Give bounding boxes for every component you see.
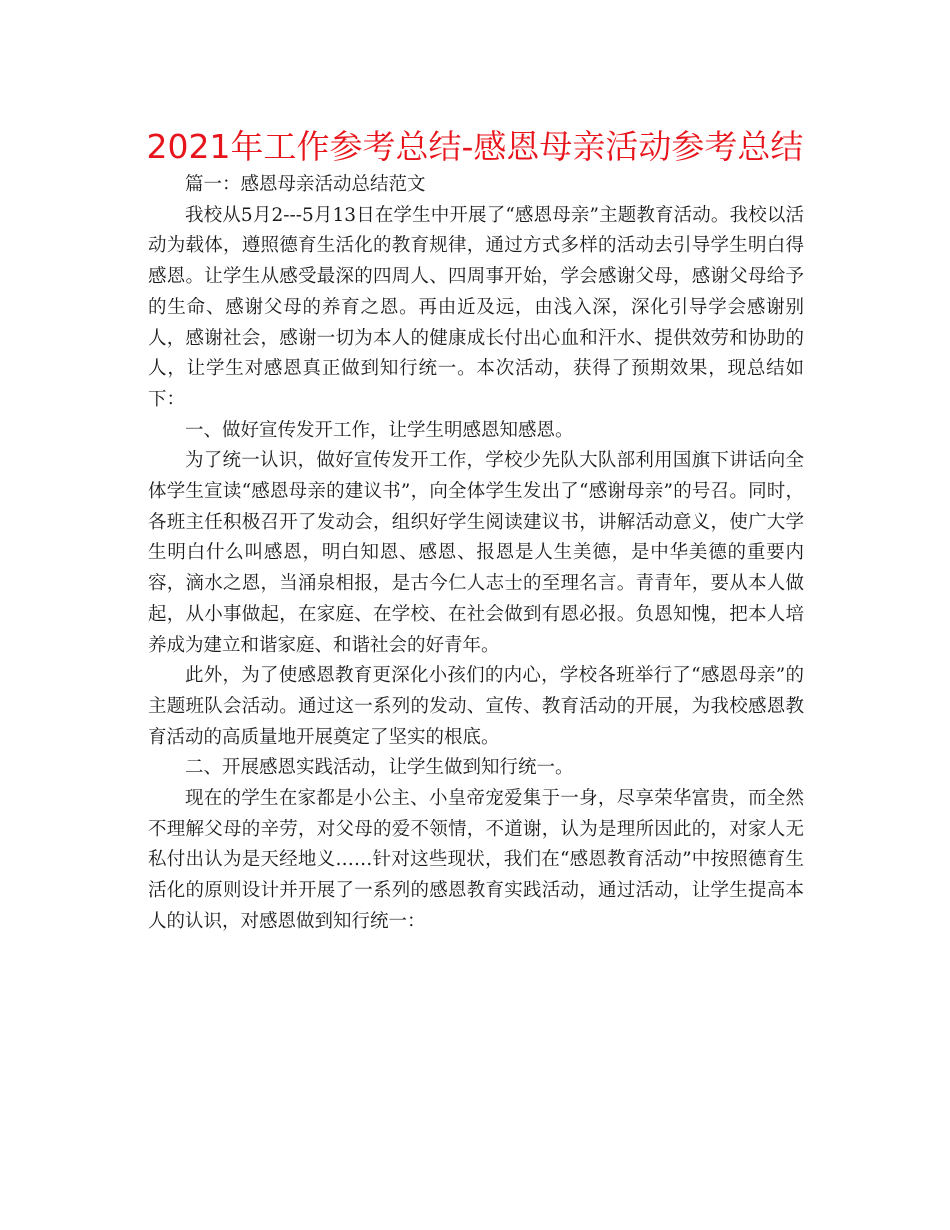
paragraph-class-activities: 此外，为了使感恩教育更深化小孩们的内心，学校各班举行了“感恩母亲”的主题班队会活动。通过这一系列的发动、宣传、教育活动的开展，为我校感恩教育活动的高质量地开展奠定了坚实的根底。 bbox=[148, 665, 804, 748]
paragraph-practice: 现在的学生在家都是小公主、小皇帝宠爱集于一身，尽享荣华富贵，而全然不理解父母的辛劳，对父母的爱不领情，不道谢，认为是理所因此的，对家人无私付出认为是天经地义……针对这些现状，我们在“感恩教育活动”中按照德育生活化的原则设计并开展了一系列的感恩教育实践活动，通过活动，让学生提高本人的认识，对感恩做到知行统一： bbox=[148, 788, 804, 932]
section-heading-part1: 篇一：感恩母亲活动总结范文 bbox=[185, 174, 426, 195]
intro-paragraph: 我校从5月2---5月13日在学生中开展了“感恩母亲”主题教育活动。我校以活动为载体，遵照德育生活化的教育规律，通过方式多样的活动去引导学生明白得感恩。让学生从感受最深的四周人、四周事开始，学会感谢父母，感谢父母给予的生命、感谢父母的养育之恩。再由近及远，由浅入深，深化引导学会感谢别人，感谢社会，感谢一切为本人的健康成长付出心血和汗水、提供效劳和协助的人，让学生对感恩真正做到知行统一。本次活动，获得了预期效果，现总结如下： bbox=[148, 204, 804, 410]
section-heading-1: 一、做好宣传发开工作，让学生明感恩知感恩。 bbox=[185, 419, 574, 441]
document-title: 2021年工作参考总结-感恩母亲活动参考总结 bbox=[146, 127, 804, 166]
document-body bbox=[148, 170, 804, 938]
section-heading-2: 二、开展感恩实践活动，让学生做到知行统一。 bbox=[185, 757, 574, 779]
paragraph-publicity: 为了统一认识，做好宣传发开工作，学校少先队大队部利用国旗下讲话向全体学生宣读“感恩母亲的建议书”，向全体学生发出了“感谢母亲”的号召。同时，各班主任积极召开了发动会，组织好学生阅读建议书，讲解活动意义，使广大学生明白什么叫感恩，明白知恩、感恩、报恩是人生美德，是中华美德的重要内容，滴水之恩，当涌泉相报，是古今仁人志士的至理名言。青青年，要从本人做起，从小事做起，在家庭、在学校、在社会做到有恩必报。负恩知愧，把本人培养成为建立和谐家庭、和谐社会的好青年。 bbox=[148, 450, 804, 656]
